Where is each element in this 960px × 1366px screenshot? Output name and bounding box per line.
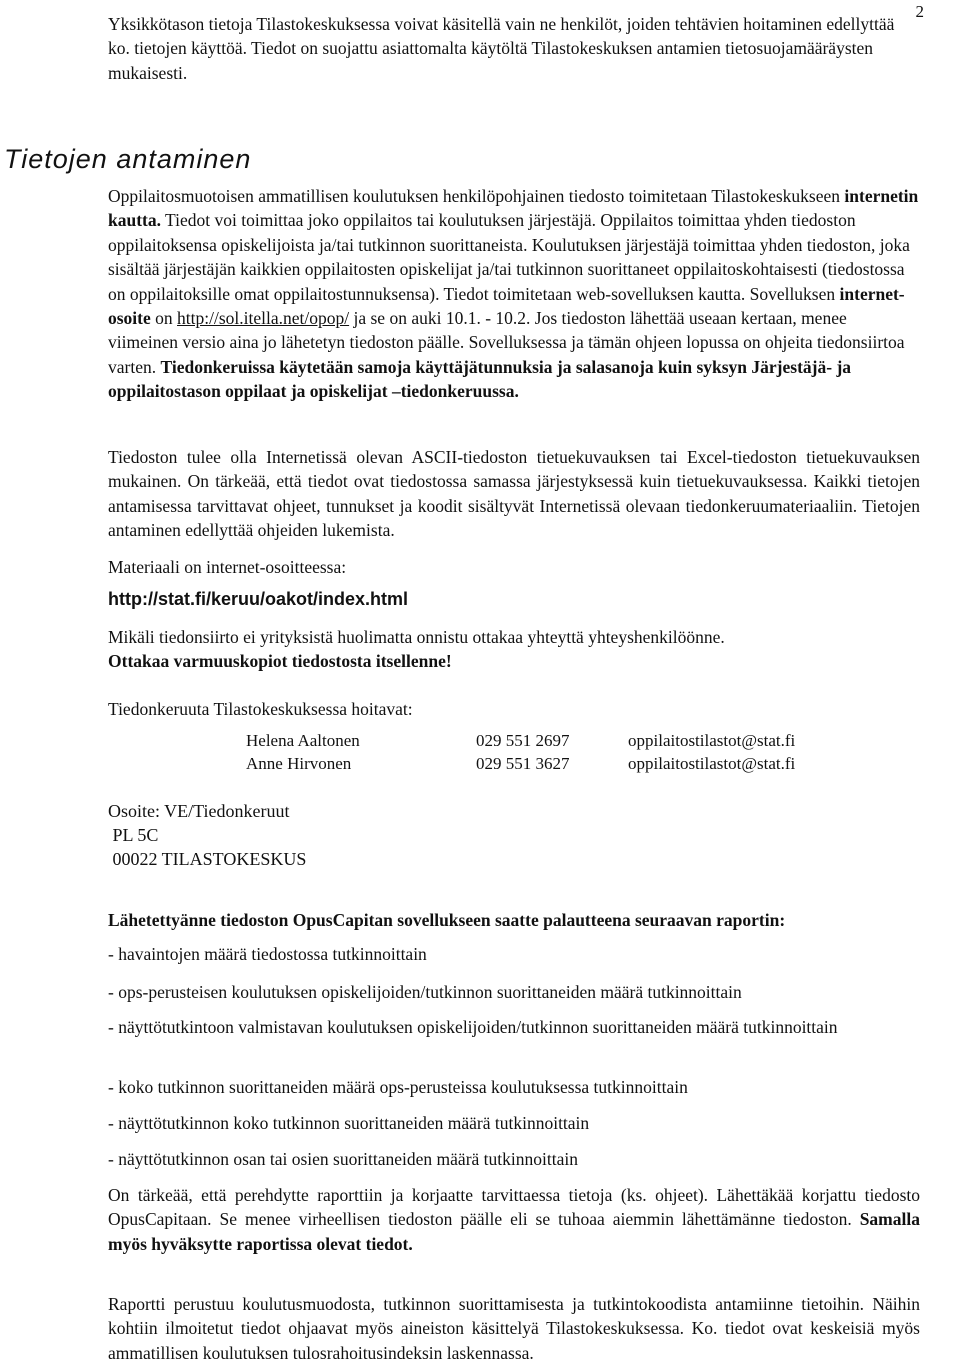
contacts-table [246,729,795,775]
report-list-item: - näyttötutkinnon koko tutkinnon suorittaneiden määrä tutkinnoittain [108,1113,590,1133]
section-heading: Tietojen antaminen [4,144,252,174]
material-url[interactable]: http://stat.fi/keruu/oakot/index.html [108,589,409,609]
main-text-1: Oppilaitosmuotoisen ammatillisen koulutuksen henkilöpohjainen tiedosto toimitetaan Tilastokeskukseen [108,186,845,206]
main-bold-address: internet-osoite [108,283,905,329]
main-text-3: on [150,308,178,329]
address-line: PL 5C [108,825,159,845]
address-line: 00022 TILASTOKESKUS [108,849,307,869]
postal-address [108,799,306,871]
ascii-paragraph: Tiedoston tulee olla Internetissä olevan ASCII-tiedoston tietuekuvauksen tai Excel-tiedoston tietuekuvauksen mukainen. On tärkeää, että tiedot ovat tiedostossa samassa järjestyksessä kuin tietuekuvauksessa. Kaikki tietojen antamisessa tarvittavat ohjeet, tunnukset ja koodit sisältyvät Internetissä olevaan tiedonkeruumateriaaliin. Tietojen antaminen edellyttää ohjeiden lukemista. [108,447,920,541]
report-list-item: - näyttötutkintoon valmistavan koulutuksen opiskelijoiden/tutkinnon suorittaneiden määrä tutkinnoittain [108,1017,838,1037]
main-bold-credentials: Tiedonkeruissa käytetään samoja käyttäjätunnuksia ja salasanoja kuin syksyn Järjestäjä- ja oppilaitostason oppilaat ja opiskelijat –tiedonkeruussa. [108,356,852,402]
main-text-4: ja se on auki 10.1. - 10.2. Jos tiedoston lähettää useaan kertaan, menee viimeinen versio aina jo lähetetyn tiedoston päälle. Sovelluksessa ja tämän ohjeen lopussa on ohjeita tiedonsiirtoa varten. [108,308,905,377]
check-bold: Samalla myös hyväksytte raportissa olevat tiedot. [108,1209,920,1254]
contact-name: Helena Aaltonen [246,731,360,750]
report-list-item: - havaintojen määrä tiedostossa tutkinnoittain [108,944,427,964]
report-list-item: - ops-perusteisen koulutuksen opiskelijoiden/tutkinnon suorittaneiden määrä tutkinnoittain [108,982,742,1002]
check-paragraph [108,1183,920,1256]
main-paragraph [108,184,920,404]
contacts-label: Tiedonkeruuta Tilastokeskuksessa hoitavat: [108,699,413,719]
material-label: Materiaali on internet-osoitteessa: [108,557,347,577]
address-line: Osoite: VE/Tiedonkeruut [108,801,290,821]
report-list-item: - näyttötutkinnon osan tai osien suorittaneiden määrä tutkinnoittain [108,1149,578,1169]
contact-email[interactable]: oppilaitostilastot@stat.fi [628,731,796,750]
main-text-2: Tiedot voi toimittaa joko oppilaitos tai koulutuksen järjestäjä. Oppilaitos toimittaa yhden tiedoston oppilaitoksensa opiskelijoista ja/tai tutkinnon suorittaneista. Koulutuksen järjestäjä toimittaa yhden tiedoston, joka sisältää järjestäjän kaikkien oppilaitosten opiskelijat ja/tai tutkinnon suorittaneet oppilaitoskohtaisesti (tiedostossa on oppilaitoksille omat oppilaitostunnuksensa). Tiedot toimitetaan web-sovelluksen kautta. Sovelluksen [108,210,910,304]
page-number: 2 [915,2,924,21]
contact-row [246,729,795,752]
transfer-bold: Ottakaa varmuuskopiot tiedostosta itsellenne! [108,651,452,672]
transfer-paragraph [108,625,920,674]
contact-email[interactable]: oppilaitostilastot@stat.fi [628,754,796,773]
contact-row [246,752,795,775]
contact-phone: 029 551 2697 [476,731,570,750]
main-bold-internet: internetin kautta. [108,186,919,231]
intro-paragraph: Yksikkötason tietoja Tilastokeskuksessa voivat käsitellä vain ne henkilöt, joiden tehtävien hoitaminen edellyttää ko. tietojen käyttöä. Tiedot on suojattu asiattomalta käytöltä Tilastokeskuksen antamien tietosuojamääräysten mukaisesti. [108,14,895,83]
check-text: On tärkeää, että perehdytte raporttiin ja korjaatte tarvittaessa tietoja (ks. ohjeet). Lähettäkää korjattu tiedosto OpusCapitaan. Se menee virheellisen tiedoston päälle eli se tuhoaa aiemmin lähettämänne tiedoston. [108,1185,920,1230]
transfer-text: Mikäli tiedonsiirto ei yrityksistä huolimatta onnistu ottakaa yhteyttä yhteyshenkilöönne. [108,627,725,647]
report-list-item: - koko tutkinnon suorittaneiden määrä ops-perusteissa koulutuksessa tutkinnoittain [108,1077,688,1097]
contact-phone: 029 551 3627 [476,754,570,773]
report-heading: Lähetettyänne tiedoston OpusCapitan sovellukseen saatte palautteena seuraavan raportin: [108,910,786,930]
final-paragraph: Raportti perustuu koulutusmuodosta, tutkinnon suorittamisesta ja tutkintokoodista antamiinne tietoihin. Näihin kohtiin ilmoitetut tiedot ohjaavat myös aineiston käsittelyä Tilastokeskuksessa. Ko. tiedot ovat keskeisiä myös ammatillisen koulutuksen tulosrahoitusindeksin laskennassa. [108,1294,920,1363]
sol-itella-link[interactable]: http://sol.itella.net/opop/ [177,308,350,329]
contact-name: Anne Hirvonen [246,754,352,773]
